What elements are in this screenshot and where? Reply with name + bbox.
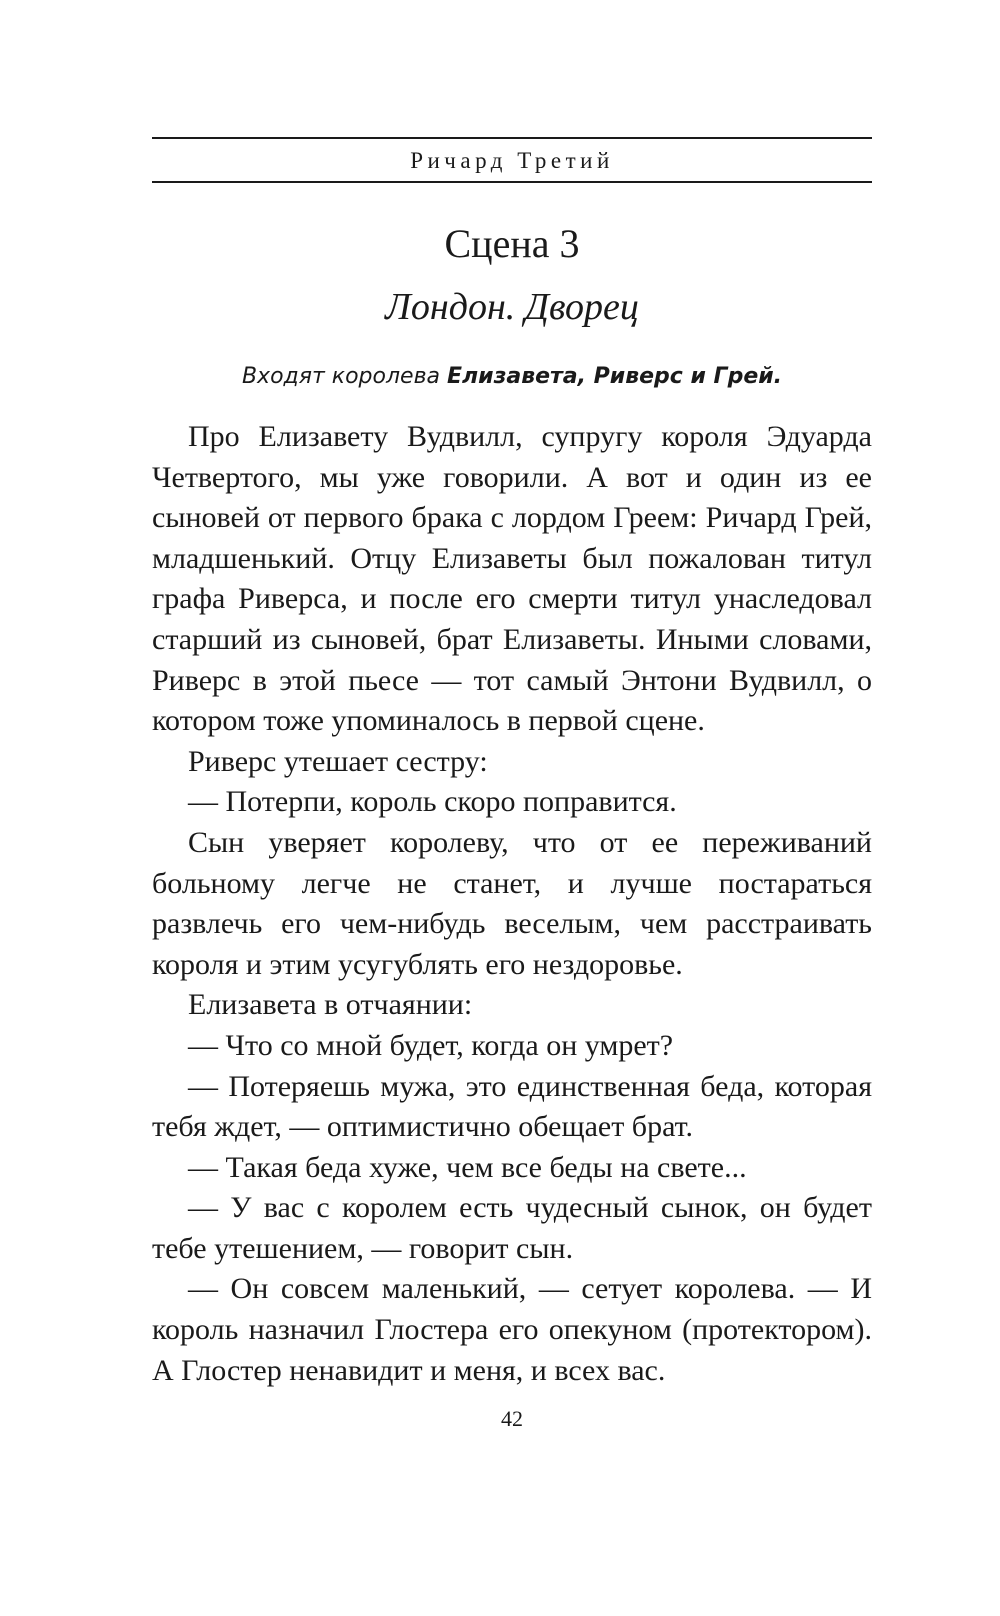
paragraph: Сын уверяет королеву, что от ее переживаний больному легче не станет, и лучше постараться развлечь его чем-нибудь веселым, чем расстраивать короля и этим усугублять его нездоровье. (152, 825, 872, 981)
paragraph: — Что со мной будет, когда он умрет? (188, 1028, 674, 1062)
running-header: Ричард Третий (410, 148, 614, 173)
scene-place: Лондон. Дворец (385, 286, 639, 328)
paragraph: — У вас с королем есть чудесный сынок, он будет тебе утешением, — говорит сын. (152, 1191, 872, 1265)
stage-direction (152, 362, 872, 392)
stage-direction-names: Елизавета, Риверс и Грей. (447, 364, 783, 389)
paragraph: — Потеряешь мужа, это единственная беда, которая тебя ждет, — оптимистично обещает брат. (152, 1069, 872, 1144)
paragraph: — Такая беда хуже, чем все беды на свете... (188, 1150, 747, 1184)
header-rule-top (152, 137, 872, 139)
scene-title: Сцена 3 (444, 221, 580, 266)
page-number: 42 (501, 1406, 523, 1431)
paragraph: — Он совсем маленький, — сетует королева. — И король назначил Глостера его опекуном (протектором). А Глостер ненавидит и меня, и всех вас. (152, 1272, 872, 1387)
paragraph: Елизавета в отчаянии: (188, 988, 473, 1022)
body-text (152, 417, 872, 1391)
header-rule-bottom (152, 181, 872, 183)
paragraph: — Потерпи, король скоро поправится. (188, 785, 677, 819)
paragraph: Риверс утешает сестру: (188, 744, 488, 778)
stage-direction-prefix: Входят королева (241, 364, 448, 389)
paragraph: Про Елизавету Вудвилл, супругу короля Эдуарда Четвертого, мы уже говорили. А вот и один из ее сыновей от первого брака с лордом Греем: Ричард Грей, младшенький. Отцу Елизаветы был пожалован титул графа Риверса, и после его смерти титул унаследовал старший из сыновей, брат Елизаветы. Иными словами, Риверс в этой пьесе — тот самый Энтони Вудвилл, о котором тоже упоминалось в первой сцене. (152, 420, 872, 738)
